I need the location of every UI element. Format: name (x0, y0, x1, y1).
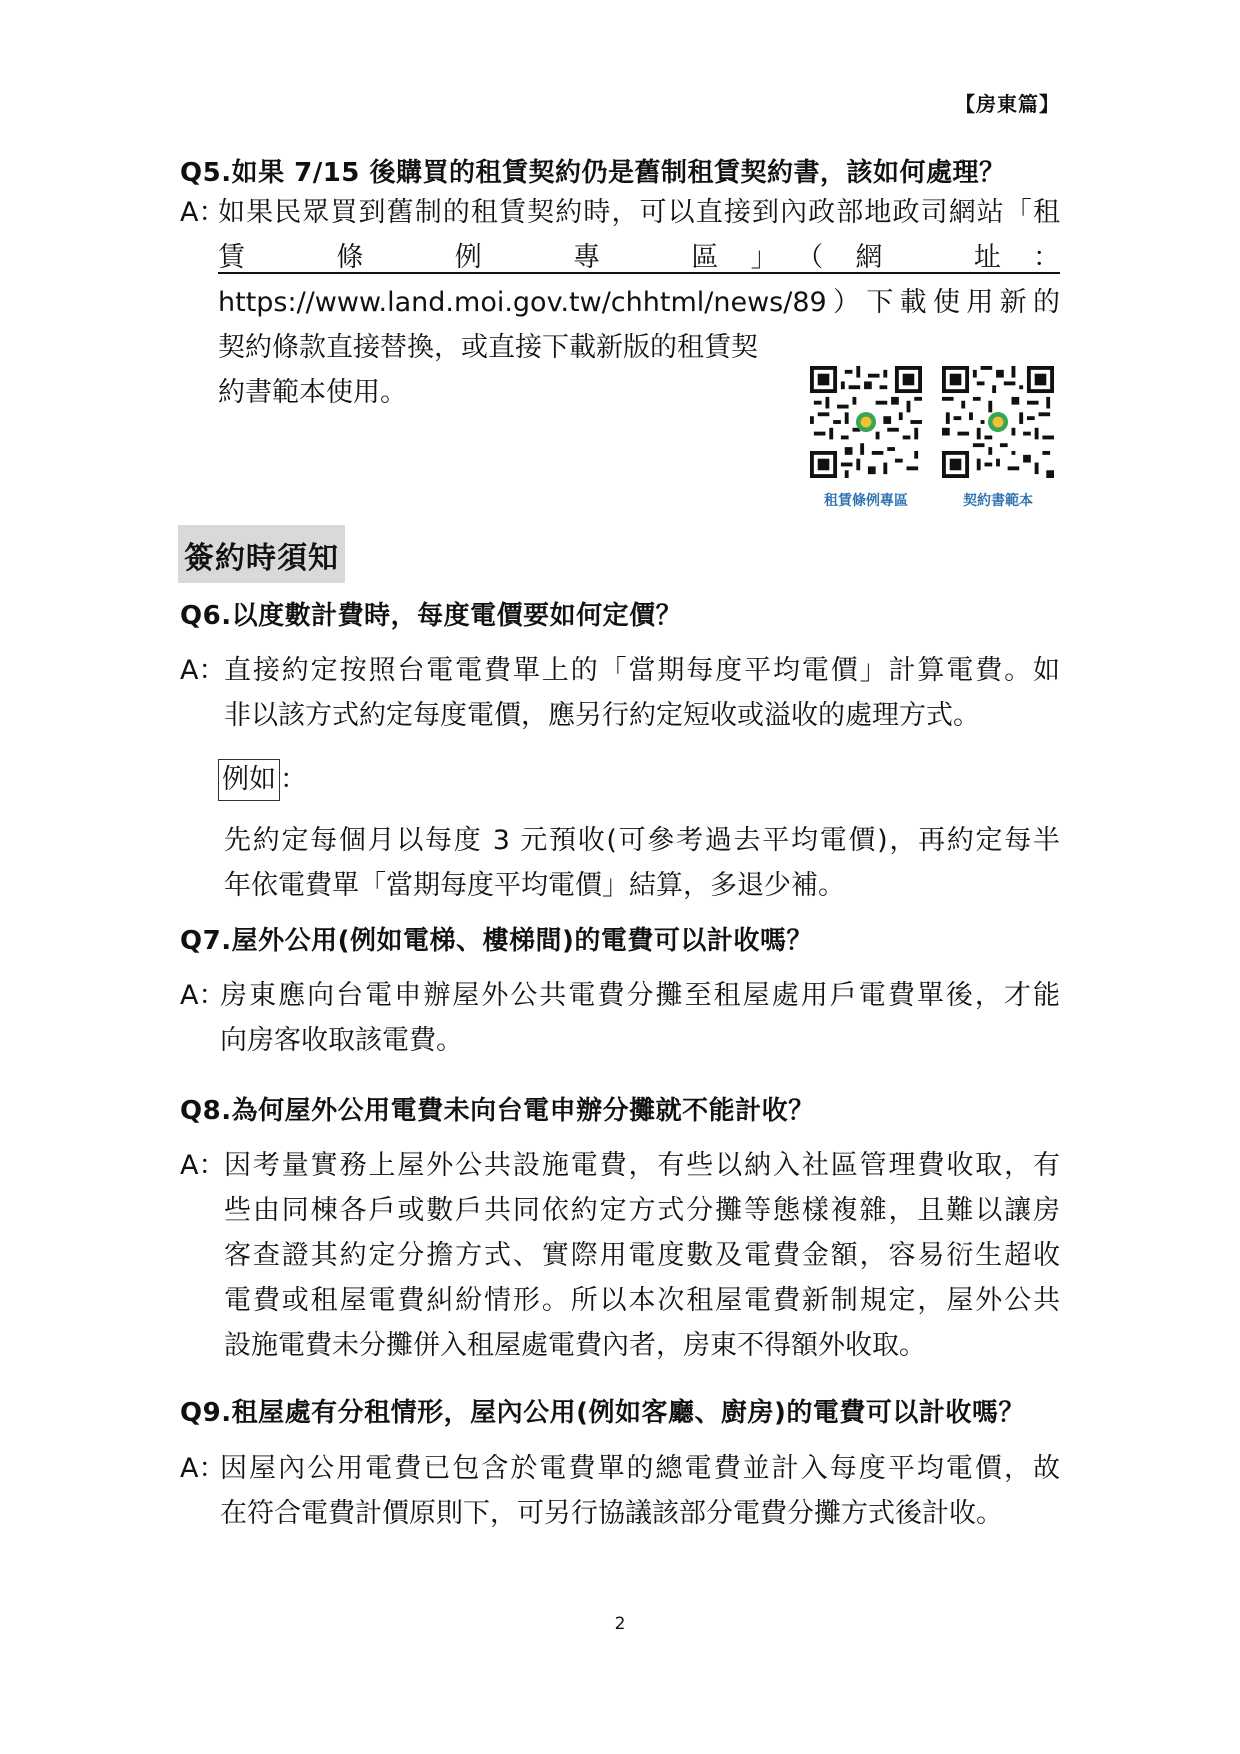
answer-line: 電費或租屋電費糾紛情形。所以本次租屋電費新制規定，屋外公共 (224, 1285, 1060, 1316)
answer-q7 (180, 973, 1060, 1063)
example-body (224, 818, 1060, 908)
answer-label: A： (180, 197, 226, 228)
answer-line: 契約條款直接替換，或直接下載新版的租賃契 (218, 332, 758, 363)
answer-line: 些由同棟各戶或數戶共同依約定方式分攤等態樣複雜，且難以讓房 (224, 1195, 1060, 1226)
answer-label: A： (180, 1150, 226, 1181)
chapter-tag: 【房東篇】 (955, 92, 1060, 116)
answer-label: A： (180, 980, 226, 1011)
question-q6: Q6.以度數計費時，每度電價要如何定價？ (180, 601, 683, 631)
answer-line: 客查證其約定分擔方式、實際用電度數及電費金額，容易衍生超收 (224, 1240, 1060, 1271)
question-q9: Q9.租屋處有分租情形，屋內公用(例如客廳、廚房)的電費可以計收嗎？ (180, 1398, 1025, 1428)
answer-line: 非以該方式約定每度電價，應另行約定短收或溢收的處理方式。 (224, 700, 980, 731)
qr-code-icon (942, 366, 1054, 478)
answer-q9 (180, 1446, 1060, 1536)
answer-line: 在符合電費計價原則下，可另行協議該部分電費分攤方式後計收。 (220, 1498, 1003, 1529)
example-colon: ： (280, 764, 307, 795)
qr-caption: 租賃條例專區 (824, 493, 908, 509)
example-label: 例如 (218, 759, 280, 801)
qr-caption: 契約書範本 (963, 493, 1033, 509)
answer-line: 向房客收取該電費。 (220, 1025, 463, 1056)
example-line: 年依電費單「當期每度平均電價」結算，多退少補。 (224, 870, 845, 901)
qr-code-icon (810, 366, 922, 478)
answer-line: 因屋內公用電費已包含於電費單的總電費並計入每度平均電價，故 (220, 1453, 1060, 1484)
answer-line-url[interactable]: https://www.land.moi.gov.tw/chhtml/news/89）下載使用新的 (218, 287, 1060, 318)
answer-line-link-label[interactable]: 賃 條 例 專 區」（網 址： (218, 242, 1060, 273)
answer-line: 約書範本使用。 (218, 377, 407, 408)
page-number: 2 (614, 1614, 626, 1634)
answer-label: A： (180, 1453, 226, 1484)
qr-code-block-regulations[interactable] (810, 366, 922, 510)
answer-line: 直接約定按照台電電費單上的「當期每度平均電價」計算電費。如 (224, 655, 1060, 686)
qr-code-block-contract-template[interactable] (942, 366, 1054, 510)
question-q5: Q5.如果 7/15 後購買的租賃契約仍是舊制租賃契約書，該如何處理？ (180, 158, 1006, 188)
answer-q6 (180, 648, 1060, 738)
question-q8: Q8.為何屋外公用電費未向台電申辦分攤就不能計收？ (180, 1096, 815, 1126)
question-q7: Q7.屋外公用(例如電梯、樓梯間)的電費可以計收嗎？ (180, 926, 813, 956)
answer-line: 因考量實務上屋外公共設施電費，有些以納入社區管理費收取，有 (224, 1150, 1060, 1181)
answer-q8 (180, 1143, 1060, 1368)
example-label-row (218, 757, 307, 802)
answer-label: A： (180, 655, 226, 686)
answer-line: 房東應向台電申辦屋外公共電費分攤至租屋處用戶電費單後，才能 (220, 980, 1060, 1011)
example-line: 先約定每個月以每度 3 元預收(可參考過去平均電價)，再約定每半 (224, 825, 1060, 856)
answer-line: 如果民眾買到舊制的租賃契約時，可以直接到內政部地政司網站「租 (218, 197, 1060, 228)
answer-line: 設施電費未分攤併入租屋處電費內者，房東不得額外收取。 (224, 1330, 926, 1361)
section-title: 簽約時須知 (178, 525, 345, 583)
answer-q5 (180, 190, 1060, 415)
